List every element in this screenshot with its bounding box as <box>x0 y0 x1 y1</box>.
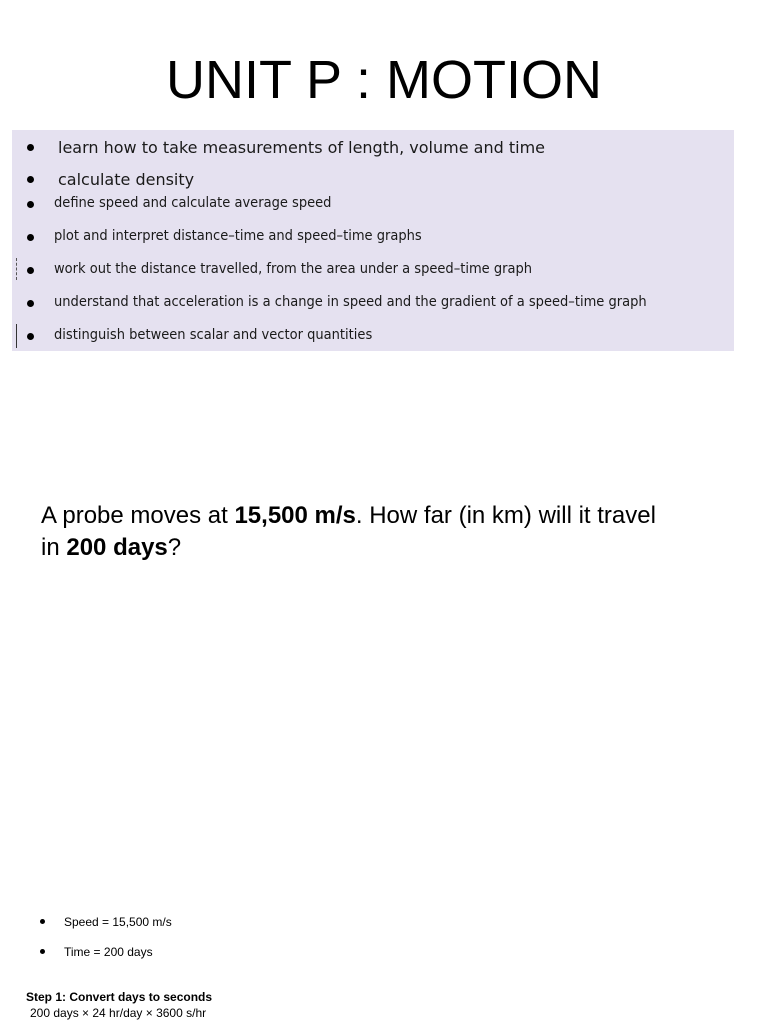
question-part: . How far (in km) will it travel in <box>41 502 656 561</box>
text-cursor-mark <box>16 258 18 280</box>
objective-text: distinguish between scalar and vector quantities <box>54 327 373 343</box>
bullet-icon <box>27 267 34 274</box>
objective-text: define speed and calculate average speed <box>54 195 332 211</box>
step-body: 200 days × 24 hr/day × 3600 s/hr <box>30 1006 207 1020</box>
question-time: 200 days <box>66 534 168 561</box>
bullet-icon <box>27 201 34 208</box>
page-title: UNIT P : MOTION <box>165 50 603 110</box>
given-text: Speed = 15,500 m/s <box>64 915 172 929</box>
objective-text: calculate density <box>58 170 195 189</box>
question-speed: 15,500 m/s <box>234 502 356 529</box>
step-title: Step 1: Convert days to seconds <box>26 990 213 1004</box>
given-text: Time = 200 days <box>64 945 153 959</box>
bullet-icon <box>27 333 34 340</box>
question-part: A probe moves at <box>41 502 235 529</box>
learning-objectives-panel <box>12 130 734 351</box>
bullet-icon <box>40 949 45 954</box>
objective-text: work out the distance travelled, from the area under a speed–time graph <box>54 261 533 277</box>
bullet-icon <box>27 176 34 183</box>
objective-text: plot and interpret distance–time and speed–time graphs <box>54 228 422 244</box>
objective-text: understand that acceleration is a change in speed and the gradient of a speed–time graph <box>54 294 647 310</box>
text-cursor-mark <box>16 324 17 348</box>
bullet-icon <box>40 919 45 924</box>
bullet-icon <box>27 144 34 151</box>
bullet-icon <box>27 234 34 241</box>
question-part: ? <box>167 534 182 561</box>
bullet-icon <box>27 300 34 307</box>
question-text <box>41 500 681 564</box>
objective-text: learn how to take measurements of length, volume and time <box>58 138 545 157</box>
